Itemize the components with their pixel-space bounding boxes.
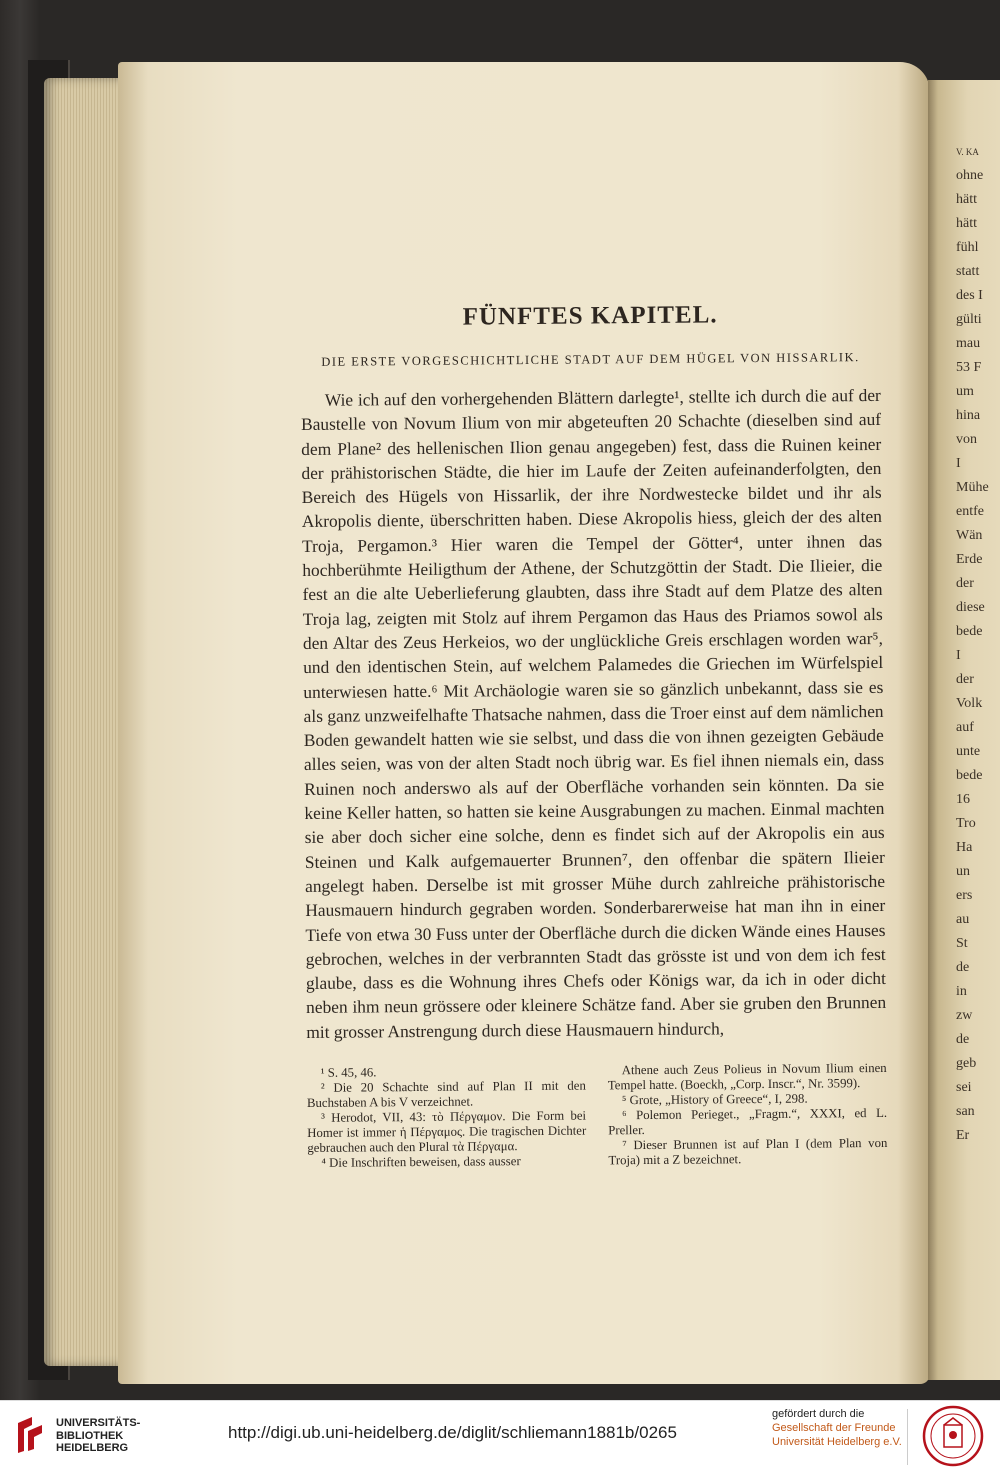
- next-page-line: St: [956, 936, 968, 951]
- next-page-line: hina: [956, 408, 981, 423]
- next-page-line: auf: [956, 720, 974, 735]
- footnote: ⁵ Grote, „History of Greece“, I, 298.: [621, 1091, 808, 1108]
- next-page-line: V. KA: [956, 147, 979, 157]
- next-page-line: von: [956, 432, 977, 447]
- next-page-line: der: [956, 576, 974, 591]
- sponsor-org-line: Universität Heidelberg e.V.: [772, 1436, 902, 1448]
- next-page-line: Tro: [956, 816, 976, 831]
- footnote: ⁴ Die Inschriften beweisen, dass ausser: [321, 1154, 521, 1170]
- next-page-line: Mühe: [956, 480, 989, 495]
- next-page-line: geb: [956, 1056, 977, 1071]
- next-page-line: Erde: [956, 552, 983, 567]
- footnote: ⁶ Polemon Perieget., „Fragm.“, XXXI, ed L. Preller.: [608, 1105, 888, 1138]
- next-page-line: fühl: [956, 240, 979, 255]
- next-page-line: I: [956, 648, 961, 663]
- library-name-line: HEIDELBERG: [56, 1442, 129, 1454]
- permalink-url[interactable]: http://digi.ub.uni-heidelberg.de/diglit/schliemann1881b/0265: [228, 1423, 677, 1442]
- footer-divider: [907, 1409, 908, 1465]
- next-page-line: au: [956, 912, 970, 927]
- next-page-line: zw: [956, 1008, 973, 1023]
- next-page-line: mau: [956, 336, 981, 351]
- next-page-line: de: [956, 960, 970, 975]
- next-page-line: hätt: [956, 192, 977, 207]
- sponsor-org-line: Gesellschaft der Freunde: [772, 1422, 896, 1434]
- university-library-logo-icon: [14, 1415, 48, 1455]
- university-seal-icon: [922, 1405, 984, 1467]
- footnotes-right-column: [608, 1061, 888, 1168]
- library-name: [56, 1417, 140, 1455]
- footnote: Athene auch Zeus Polieus in Novum Ilium einen Tempel hatte. (Boeckh, „Corp. Inscr.“, Nr. 3599).: [607, 1060, 887, 1093]
- chapter-subtitle: DIE ERSTE VORGESCHICHTLICHE STADT AUF DEM HÜGEL VON HISSARLIK.: [321, 350, 860, 369]
- footnote: ³ Herodot, VII, 43: τὸ Πέργαμον. Die Form bei Homer ist immer ἡ Πέργαμος. Die tragischen Dichter gebrauchen auch den Plural τὰ Πέργαμα.: [307, 1108, 587, 1155]
- next-page-line: in: [956, 984, 967, 999]
- next-page-line: sei: [956, 1080, 972, 1095]
- next-page-line: um: [956, 384, 974, 399]
- next-page-line: gülti: [956, 312, 982, 327]
- next-page-line: statt: [956, 264, 980, 279]
- footnotes-left-column: [307, 1064, 587, 1171]
- body-paragraph: Wie ich auf den vorhergehenden Blättern darlegte¹, stellte ich durch die auf der Baustelle von Novum Ilium von mir abgeteuften 20 Schachte (dieselben sind auf dem Plane² des hellenischen Ilion genau angegeben) fest, dass die Ruinen keiner der prähistorischen Städte, die hier im Laufe der Zeiten aufeinanderfolgten, den Bereich des Hügels von Hissarlik, der ihre Nordwestecke bildet und ihr als Akropolis diente, überschritten haben. Diese Akropolis hiess, gleich der des alten Troja, Pergamon.³ Hier waren die Tempel der Götter⁴, unter ihnen das hochberühmte Heiligthum der Athene, der Schutzgöttin der Stadt. Die Ilieier, die fest an die alte Ueberlieferung glaubten, dass ihre Stadt auf dem Platze des alten Troja lag, zeigten mit Stolz auf ihrem Pergamon das Haus des Priamos sowol als den Altar des Zeus Herkeios, wo der unglückliche Greis erschlagen worden war⁵, und den identischen Stein, auf welchem Palamedes die Griechen im Würfelspiel unterwiesen hatte.⁶ Mit Archäologie waren sie so gänzlich unbekannt, dass sie es als ganz unzweifelhafte Thatsache nahmen, dass die Troer einst auf dem nämlichen Boden gewandelt hatten wie sie selbst, und dass die von ihnen gezeigten Gebäude alles seien, was von der alten Stadt noch übrig war. Es fiel ihnen niemals ein, dass Ruinen noch anderswo als auf der Oberfläche vorhanden sein könnten. Da sie keine Keller hatten, so hatten sie keine Ausgrabungen zu machen. Einmal machten sie aber doch sicher eine solche, denn es findet sich auf der Akropolis ein aus Steinen und Kalk aufgemauerter Brunnen⁷, den offenbar die spätern Ilieier angelegt haben. Derselbe ist mit grosser Mühe durch zahlreiche prähistorische Hausmauern hindurch gegraben worden. Sonderbarerweise hat man ihn in einer Tiefe von etwa 30 Fuss unter der Oberfläche durch die dicken Wände eines Hauses gebrochen, welches in der verbrannten Stadt das grösste ist und von dem ich fest glaube, dass es die Wohnung ihres Chefs oder Königs war, da ich in oder dicht neben ihm neun grössere oder kleinere Schätze fand. Aber sie gruben den Brunnen mit grosser Anstrengung durch diese Hausmauern hindurch,: [300, 384, 887, 1042]
- footnote: ⁷ Dieser Brunnen ist auf Plan I (dem Plan von Troja) mit a Z bezeichnet.: [608, 1135, 888, 1168]
- next-page-fragment: [928, 80, 1000, 1380]
- library-name-line: BIBLIOTHEK: [56, 1429, 124, 1442]
- next-page-line: diese: [956, 600, 985, 615]
- next-page-line: bede: [956, 624, 983, 639]
- footer-bar: [0, 1400, 1000, 1472]
- footnotes: [307, 1061, 888, 1171]
- page-content: [300, 300, 888, 1171]
- next-page-line: I: [956, 456, 961, 471]
- next-page-line: des I: [956, 288, 983, 303]
- next-page-line: 53 F: [956, 360, 982, 375]
- next-page-line: entfe: [956, 504, 984, 519]
- next-page-line: hätt: [956, 216, 977, 231]
- next-page-line: der: [956, 672, 974, 687]
- next-page-line: ers: [956, 888, 973, 903]
- next-page-line: Er: [956, 1128, 970, 1143]
- next-page-line: 16: [956, 792, 970, 807]
- next-page-line: de: [956, 1032, 970, 1047]
- next-page-line: un: [956, 864, 970, 879]
- page-edges: [44, 78, 122, 1366]
- footnote: ¹ S. 45, 46.: [320, 1065, 377, 1080]
- next-page-line: Wän: [956, 528, 983, 543]
- next-page-line: Ha: [956, 840, 973, 855]
- footnote: ² Die 20 Schachte sind auf Plan II mit den Buchstaben A bis V verzeichnet.: [306, 1078, 586, 1110]
- next-page-line: bede: [956, 768, 983, 783]
- next-page-line: ohne: [956, 168, 984, 183]
- sponsor-credit: [772, 1407, 902, 1449]
- next-page-line: san: [956, 1104, 975, 1119]
- next-page-line: Volk: [956, 696, 983, 711]
- library-name-line: UNIVERSITÄTS-: [56, 1417, 141, 1429]
- next-page-line: unte: [956, 744, 981, 759]
- sponsor-label: gefördert durch die: [772, 1408, 865, 1420]
- chapter-title: FÜNFTES KAPITEL.: [462, 301, 718, 331]
